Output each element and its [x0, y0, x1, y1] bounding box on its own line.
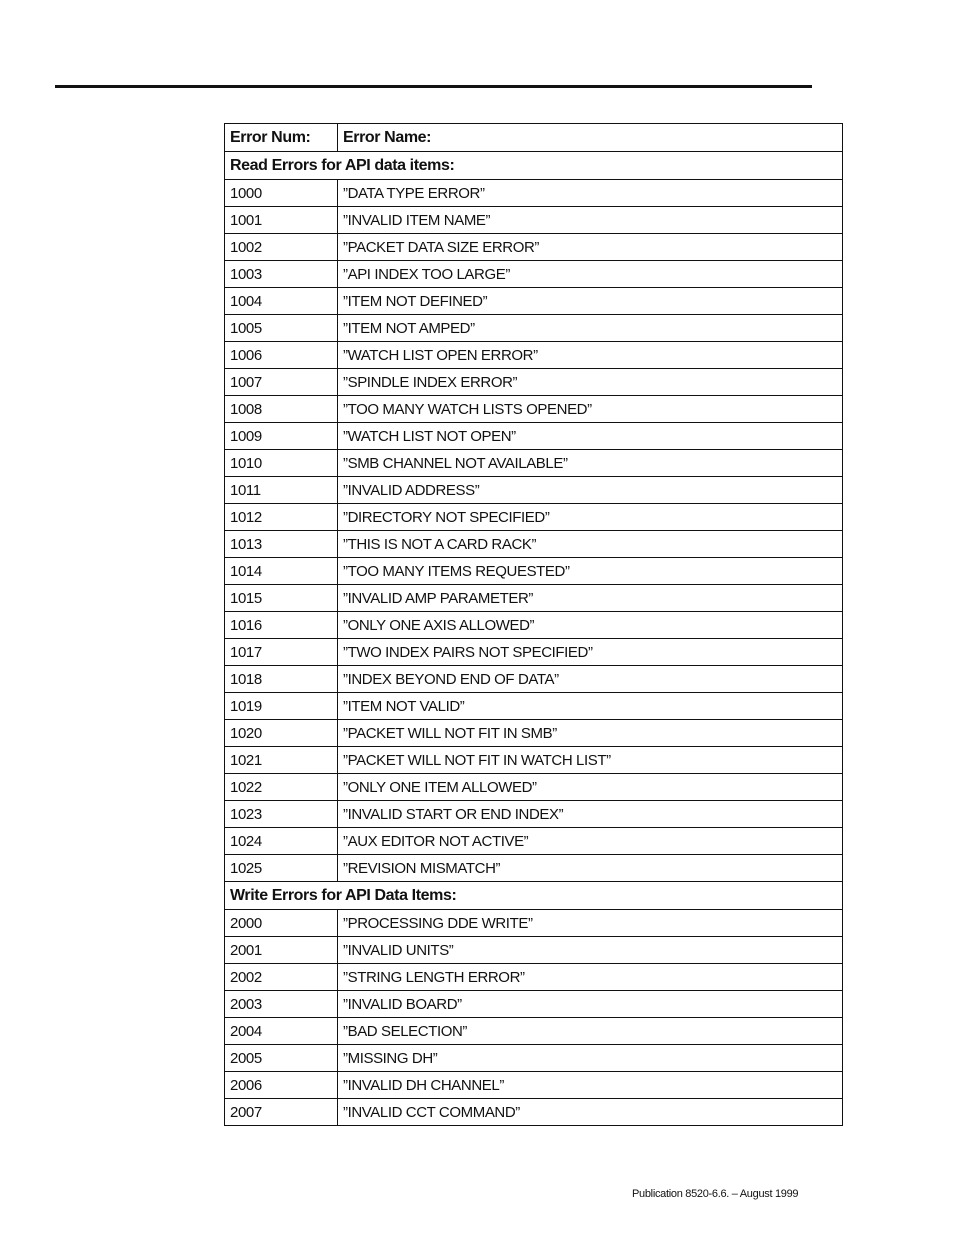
error-name-cell: ”SMB CHANNEL NOT AVAILABLE”: [338, 450, 843, 477]
table-row: [225, 369, 843, 396]
error-name-cell: ”WATCH LIST NOT OPEN”: [338, 423, 843, 450]
table-row: [225, 964, 843, 991]
error-name-cell: ”AUX EDITOR NOT ACTIVE”: [338, 828, 843, 855]
publication-footer: Publication 8520-6.6. – August 1999: [632, 1188, 799, 1200]
error-name-cell: ”ONLY ONE AXIS ALLOWED”: [338, 612, 843, 639]
error-name-cell: ”ITEM NOT VALID”: [338, 693, 843, 720]
error-num-cell: 2002: [225, 964, 338, 991]
table-row: [225, 261, 843, 288]
top-rule: [55, 85, 812, 88]
error-num-cell: 1004: [225, 288, 338, 315]
error-name-cell: ”INVALID ITEM NAME”: [338, 207, 843, 234]
error-name-cell: ”WATCH LIST OPEN ERROR”: [338, 342, 843, 369]
table-row: [225, 720, 843, 747]
error-num-cell: 1011: [225, 477, 338, 504]
section-title: Write Errors for API Data Items:: [225, 882, 843, 910]
error-num-cell: 1009: [225, 423, 338, 450]
error-num-cell: 1001: [225, 207, 338, 234]
table-row: [225, 585, 843, 612]
error-name-cell: ”PACKET DATA SIZE ERROR”: [338, 234, 843, 261]
error-num-cell: 1007: [225, 369, 338, 396]
error-num-cell: 1024: [225, 828, 338, 855]
table-row: [225, 612, 843, 639]
error-num-cell: 1017: [225, 639, 338, 666]
table-row: [225, 234, 843, 261]
table-row: [225, 1018, 843, 1045]
error-name-cell: ”ITEM NOT DEFINED”: [338, 288, 843, 315]
error-num-cell: 1013: [225, 531, 338, 558]
table-row: [225, 396, 843, 423]
table-row: [225, 288, 843, 315]
header-error-name: Error Name:: [338, 124, 843, 152]
error-name-cell: ”TOO MANY ITEMS REQUESTED”: [338, 558, 843, 585]
table-row: [225, 531, 843, 558]
table-row: [225, 937, 843, 964]
error-num-cell: 1016: [225, 612, 338, 639]
section-title: Read Errors for API data items:: [225, 152, 843, 180]
table-row: [225, 315, 843, 342]
table-header-row: [225, 124, 843, 152]
table-row: [225, 855, 843, 882]
error-num-cell: 1010: [225, 450, 338, 477]
table-row: [225, 801, 843, 828]
header-error-num: Error Num:: [225, 124, 338, 152]
error-name-cell: ”BAD SELECTION”: [338, 1018, 843, 1045]
table-row: [225, 910, 843, 937]
table-row: [225, 747, 843, 774]
error-num-cell: 1023: [225, 801, 338, 828]
table-row: [225, 477, 843, 504]
error-num-cell: 2001: [225, 937, 338, 964]
error-num-cell: 1022: [225, 774, 338, 801]
error-num-cell: 2005: [225, 1045, 338, 1072]
error-name-cell: ”PACKET WILL NOT FIT IN SMB”: [338, 720, 843, 747]
table-row: [225, 180, 843, 207]
error-name-cell: ”ONLY ONE ITEM ALLOWED”: [338, 774, 843, 801]
table-body: [225, 152, 843, 1126]
table-row: [225, 207, 843, 234]
table-row: [225, 666, 843, 693]
error-num-cell: 1012: [225, 504, 338, 531]
table-row: [225, 1072, 843, 1099]
error-name-cell: ”SPINDLE INDEX ERROR”: [338, 369, 843, 396]
error-name-cell: ”INVALID ADDRESS”: [338, 477, 843, 504]
error-name-cell: ”MISSING DH”: [338, 1045, 843, 1072]
error-num-cell: 1015: [225, 585, 338, 612]
error-num-cell: 1000: [225, 180, 338, 207]
error-name-cell: ”API INDEX TOO LARGE”: [338, 261, 843, 288]
error-name-cell: ”INVALID DH CHANNEL”: [338, 1072, 843, 1099]
error-num-cell: 1002: [225, 234, 338, 261]
table-row: [225, 1045, 843, 1072]
error-num-cell: 2000: [225, 910, 338, 937]
error-num-cell: 1021: [225, 747, 338, 774]
error-num-cell: 1020: [225, 720, 338, 747]
table-row: [225, 423, 843, 450]
error-name-cell: ”DATA TYPE ERROR”: [338, 180, 843, 207]
error-name-cell: ”PROCESSING DDE WRITE”: [338, 910, 843, 937]
error-num-cell: 2003: [225, 991, 338, 1018]
table-row: [225, 504, 843, 531]
error-name-cell: ”THIS IS NOT A CARD RACK”: [338, 531, 843, 558]
error-table: [224, 123, 843, 1126]
error-name-cell: ”REVISION MISMATCH”: [338, 855, 843, 882]
error-name-cell: ”ITEM NOT AMPED”: [338, 315, 843, 342]
error-name-cell: ”TOO MANY WATCH LISTS OPENED”: [338, 396, 843, 423]
table-row: [225, 1099, 843, 1126]
table-row: [225, 774, 843, 801]
error-name-cell: ”INVALID UNITS”: [338, 937, 843, 964]
error-name-cell: ”TWO INDEX PAIRS NOT SPECIFIED”: [338, 639, 843, 666]
error-name-cell: ”INDEX BEYOND END OF DATA”: [338, 666, 843, 693]
error-num-cell: 1006: [225, 342, 338, 369]
error-num-cell: 1018: [225, 666, 338, 693]
table-row: [225, 693, 843, 720]
section-header-row: [225, 882, 843, 910]
error-num-cell: 1008: [225, 396, 338, 423]
error-name-cell: ”INVALID START OR END INDEX”: [338, 801, 843, 828]
error-num-cell: 2007: [225, 1099, 338, 1126]
table-row: [225, 828, 843, 855]
error-name-cell: ”INVALID BOARD”: [338, 991, 843, 1018]
section-header-row: [225, 152, 843, 180]
error-num-cell: 2004: [225, 1018, 338, 1045]
error-num-cell: 1014: [225, 558, 338, 585]
error-num-cell: 1025: [225, 855, 338, 882]
error-name-cell: ”STRING LENGTH ERROR”: [338, 964, 843, 991]
error-num-cell: 1003: [225, 261, 338, 288]
table-row: [225, 558, 843, 585]
error-name-cell: ”PACKET WILL NOT FIT IN WATCH LIST”: [338, 747, 843, 774]
error-num-cell: 1005: [225, 315, 338, 342]
error-name-cell: ”DIRECTORY NOT SPECIFIED”: [338, 504, 843, 531]
error-num-cell: 2006: [225, 1072, 338, 1099]
table-row: [225, 991, 843, 1018]
error-num-cell: 1019: [225, 693, 338, 720]
table-row: [225, 450, 843, 477]
error-name-cell: ”INVALID CCT COMMAND”: [338, 1099, 843, 1126]
table-row: [225, 639, 843, 666]
error-name-cell: ”INVALID AMP PARAMETER”: [338, 585, 843, 612]
table-row: [225, 342, 843, 369]
